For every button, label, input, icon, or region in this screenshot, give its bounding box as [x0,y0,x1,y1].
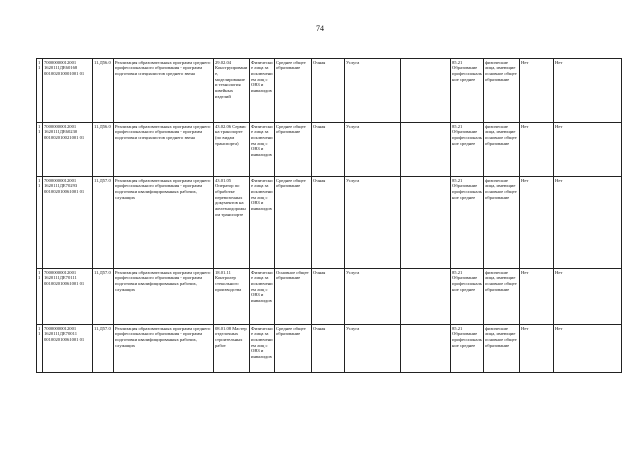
empty-cell [401,269,451,325]
service-name: Реализация образовательных программ среднего профессионального образования - программ подготовки квалифицированных рабочих, служащих [114,269,214,325]
page-number: 74 [316,24,324,33]
paid-flag: Нет [520,59,554,123]
okved-standard: 85.21 Образование профессиональное среднее [451,325,484,373]
consumer-description: физические лица, имеющие основное общее образование [484,325,520,373]
specialty: 29.02.04 Конструирование, моделирование и технология швейных изделий [214,59,250,123]
okved-standard: 85.21 Образование профессиональное среднее [451,59,484,123]
specialty: 43.01.05 Оператор по обработке перевозочных документов на железнодорожном транспорте [214,177,250,269]
legal-flag: Нет [554,123,622,177]
service-type: Услуга [345,123,401,177]
empty-cell [401,59,451,123]
paid-flag: Нет [520,269,554,325]
row-number: 11 [37,123,43,177]
row-number: 11 [37,59,43,123]
empty-cell [401,325,451,373]
education-level: Основное общее образование [275,269,312,325]
registry-table [36,58,622,373]
specialty: 08.01.08 Мастер отделочных строительных работ [214,325,250,373]
registry-code: 70000000012001 1620111ДЕ60230 001002010021001 01 [43,123,93,177]
specialty: 18.01.11 Контролер стекольного производства [214,269,250,325]
service-name: Реализация образовательных программ среднего профессионального образования - программ подготовки специалистов среднего звена [114,123,214,177]
service-type: Услуга [345,269,401,325]
study-form: Очная [312,59,345,123]
study-form: Очная [312,325,345,373]
okved-code: 11.Д57.0 [93,177,114,269]
study-form: Очная [312,123,345,177]
paid-flag: Нет [520,325,554,373]
consumer-category: Физические лица за исключением лиц с ОВЗ и инвалидов [250,325,275,373]
row-number: 11 [37,325,43,373]
registry-body [37,59,622,373]
registry-code: 70000000012001 1620111ДЕ60168 001002010001001 01 [43,59,93,123]
service-type: Услуга [345,177,401,269]
okved-standard: 85.21 Образование профессиональное среднее [451,123,484,177]
registry-code: 70000000012001 1620111ДЕ70011 001002010061001 01 [43,325,93,373]
service-name: Реализация образовательных программ среднего профессионального образования - программ подготовки квалифицированных рабочих, служащих [114,177,214,269]
table-row [37,123,622,177]
legal-flag: Нет [554,325,622,373]
consumer-description: физические лица, имеющие основное общее образование [484,123,520,177]
legal-flag: Нет [554,59,622,123]
okved-code: 11.Д56.0 [93,59,114,123]
service-name: Реализация образовательных программ среднего профессионального образования - программ подготовки специалистов среднего звена [114,59,214,123]
paid-flag: Нет [520,177,554,269]
education-level: Среднее общее образование [275,177,312,269]
okved-code: 11.Д57.0 [93,269,114,325]
education-level: Среднее общее образование [275,325,312,373]
consumer-category: Физические лица за исключением лиц с ОВЗ и инвалидов [250,177,275,269]
consumer-description: физические лица, имеющие основное общее образование [484,59,520,123]
empty-cell [401,177,451,269]
service-name: Реализация образовательных программ среднего профессионального образования - программ подготовки квалифицированных рабочих, служащих [114,325,214,373]
okved-code: 11.Д56.0 [93,123,114,177]
row-number: 11 [37,269,43,325]
paid-flag: Нет [520,123,554,177]
okved-standard: 85.21 Образование профессиональное среднее [451,269,484,325]
table-row [37,325,622,373]
consumer-description: физические лица, имеющие основное общее образование [484,177,520,269]
service-type: Услуга [345,59,401,123]
row-number: 11 [37,177,43,269]
registry-code: 70000000012001 1620111ДЕ70111 001002010061001 01 [43,269,93,325]
okved-standard: 85.21 Образование профессиональное среднее [451,177,484,269]
service-type: Услуга [345,325,401,373]
specialty: 43.02.06 Сервис на транспорте (по видам транспорта) [214,123,250,177]
study-form: Очная [312,269,345,325]
legal-flag: Нет [554,269,622,325]
consumer-category: Физические лица за исключением лиц с ОВЗ и инвалидов [250,123,275,177]
consumer-description: физические лица, имеющие основное общее образование [484,269,520,325]
consumer-category: Физические лица за исключением лиц с ОВЗ и инвалидов [250,59,275,123]
education-level: Среднее общее образование [275,59,312,123]
empty-cell [401,123,451,177]
table-row [37,177,622,269]
okved-code: 11.Д57.0 [93,325,114,373]
study-form: Очная [312,177,345,269]
education-level: Среднее общее образование [275,123,312,177]
legal-flag: Нет [554,177,622,269]
table-row [37,269,622,325]
table-row [37,59,622,123]
registry-code: 70000000012001 1620111ДЕ70293 001002010061001 01 [43,177,93,269]
consumer-category: Физические лица за исключением лиц с ОВЗ и инвалидов [250,269,275,325]
